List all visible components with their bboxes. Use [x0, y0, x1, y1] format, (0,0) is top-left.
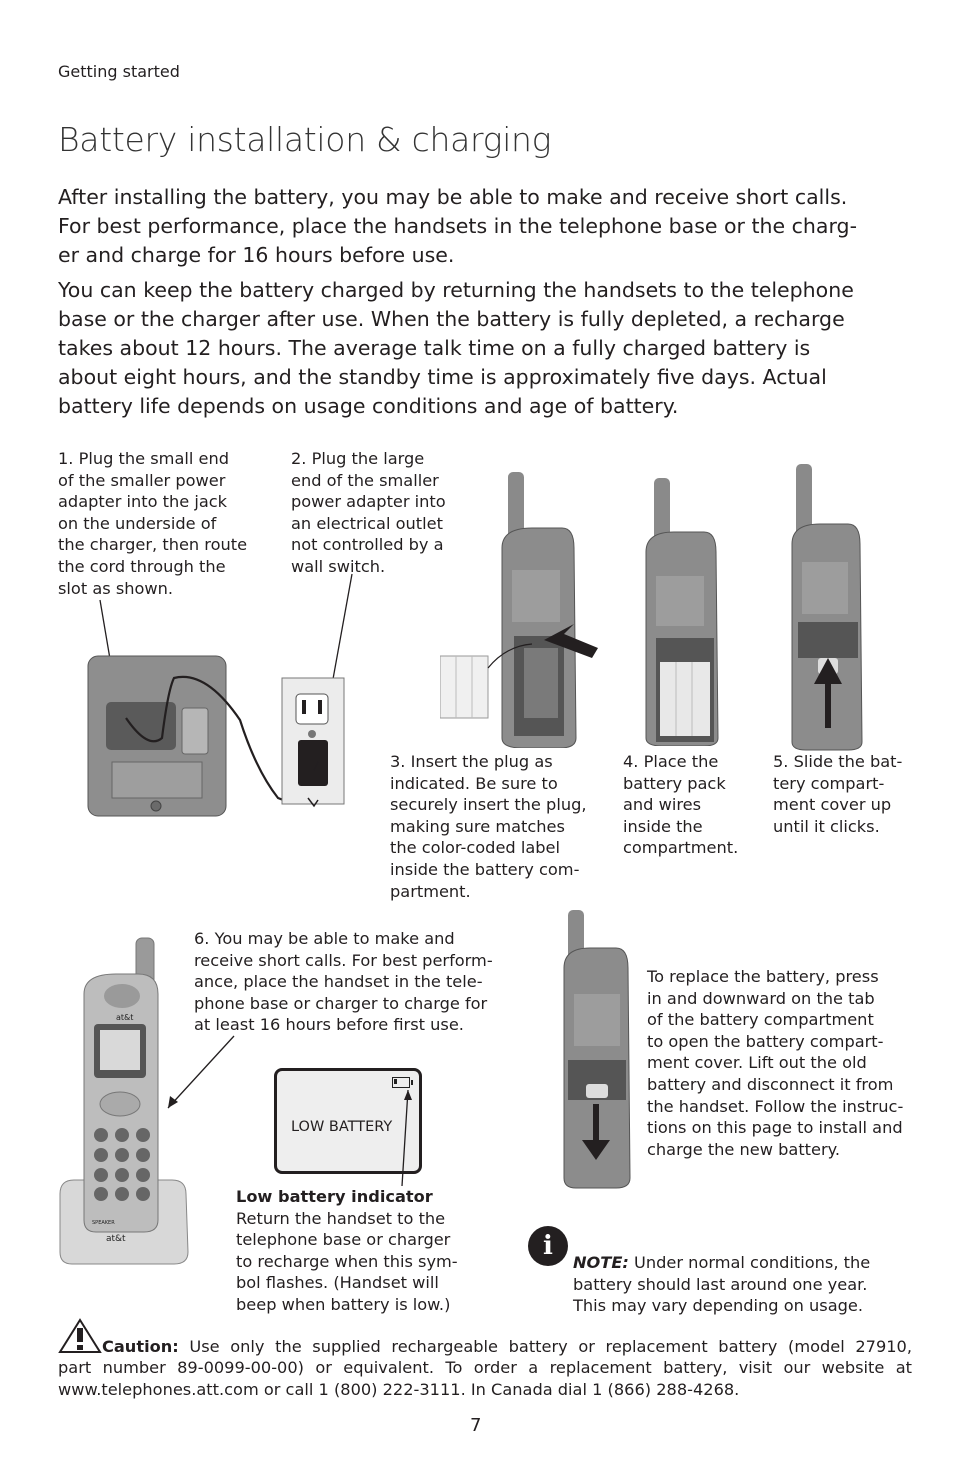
- text-line: compartment.: [623, 838, 739, 858]
- text-line: the cord through the: [58, 556, 226, 576]
- text-line: end of the smaller: [291, 470, 439, 490]
- intro-paragraph-2: [58, 276, 918, 421]
- text-line: the handset. Follow the instruc-: [647, 1096, 904, 1116]
- text-line: bol flashes. (Handset will: [236, 1273, 439, 1293]
- handset-insert-plug-illustration: [440, 468, 604, 748]
- text-line: 4. Place the: [623, 752, 719, 771]
- handset-place-battery-illustration: [640, 476, 740, 746]
- step-3-text: [390, 751, 587, 902]
- text-line: 6. You may be able to make and: [194, 929, 455, 948]
- text-line: Return the handset to the: [236, 1208, 446, 1228]
- low-battery-heading: Low battery indicator: [236, 1187, 433, 1206]
- text-line: power adapter into: [291, 492, 446, 512]
- text-line: inside the battery com-: [390, 859, 580, 879]
- note-text: [573, 1252, 870, 1317]
- text-line: at least 16 hours before first use.: [194, 1015, 464, 1035]
- page-title: Battery installation & charging: [58, 120, 552, 159]
- text-line: 2. Plug the large: [291, 449, 425, 468]
- charger-outlet-illustration: [56, 570, 356, 830]
- text-line: er and charge for 16 hours before use.: [58, 243, 455, 267]
- handset-slide-cover-illustration: [790, 462, 880, 752]
- text-line: adapter into the jack: [58, 492, 228, 512]
- text-line: battery life depends on usage conditions and age of battery.: [58, 394, 679, 418]
- text-line: ance, place the handset in the tele-: [194, 972, 483, 992]
- text-line: Under normal conditions, the: [628, 1253, 871, 1272]
- replace-battery-text: [647, 966, 911, 1160]
- section-header: Getting started: [58, 62, 180, 81]
- text-line: 1. Plug the small end: [58, 449, 229, 468]
- handset-remove-cover-illustration: [560, 908, 640, 1190]
- text-line: the color-coded label: [390, 838, 560, 858]
- text-line: tions on this page to install and: [647, 1118, 903, 1138]
- caution-label: Caution:: [102, 1337, 179, 1356]
- text-line: making sure matches: [390, 816, 565, 836]
- text-line: in and downward on the tab: [647, 988, 875, 1008]
- text-line: slot as shown.: [58, 578, 174, 598]
- step-2-text: [291, 448, 446, 578]
- text-line: an electrical outlet: [291, 513, 443, 533]
- text-line: the charger, then route: [58, 535, 248, 555]
- text-line: To replace the battery, press: [647, 967, 879, 986]
- text-line: of the smaller power: [58, 470, 226, 490]
- text-line: After installing the battery, you may be able to make and receive short calls.: [58, 185, 848, 209]
- text-line: Use only the supplied rechargeable battery or replacement battery (model 27910,: [178, 1337, 912, 1356]
- text-line: until it clicks.: [773, 816, 880, 836]
- text-line: 3. Insert the plug as: [390, 752, 553, 771]
- text-line: of the battery compartment: [647, 1010, 874, 1030]
- low-battery-pointer-line: [390, 1086, 414, 1188]
- caution-line-3: www.telephones.att.com or call 1 (800) 222-3111. In Canada dial 1 (866) 288-4268.: [58, 1380, 740, 1399]
- low-battery-caption: [236, 1186, 458, 1316]
- text-line: wall switch.: [291, 556, 386, 576]
- text-line: ment cover. Lift out the old: [647, 1053, 867, 1073]
- text-line: battery pack: [623, 773, 726, 793]
- text-line: base or the charger after use. When the battery is fully depleted, a recharge: [58, 307, 845, 331]
- base-brand-label: at&t: [106, 1234, 126, 1244]
- text-line: charge the new battery.: [647, 1139, 841, 1159]
- text-line: telephone base or charger: [236, 1230, 451, 1250]
- text-line: not controlled by a: [291, 535, 444, 555]
- text-line: 5. Slide the bat-: [773, 752, 903, 771]
- text-line: indicated. Be sure to: [390, 773, 558, 793]
- text-line: takes about 12 hours. The average talk time on a fully charged battery is: [58, 336, 811, 360]
- text-line: receive short calls. For best perform-: [194, 950, 493, 970]
- step-5-text: [773, 751, 902, 837]
- text-line: This may vary depending on usage.: [573, 1296, 863, 1316]
- text-line: inside the: [623, 816, 703, 836]
- text-line: ment cover up: [773, 795, 892, 815]
- text-line: For best performance, place the handsets in the telephone base or the charg-: [58, 214, 857, 238]
- caution-line-2: part number 89-0099-00-00) or equivalent. To order a replacement battery, visit our website at: [58, 1358, 912, 1377]
- text-line: battery should last around one year.: [573, 1274, 868, 1294]
- text-line: battery and disconnect it from: [647, 1074, 894, 1094]
- low-battery-screen-text: LOW BATTERY: [291, 1119, 393, 1135]
- text-line: tery compart-: [773, 773, 885, 793]
- handset-in-charger-illustration: [56, 936, 246, 1276]
- text-line: and wires: [623, 795, 702, 815]
- text-line: about eight hours, and the standby time is approximately five days. Actual: [58, 365, 827, 389]
- text-line: securely insert the plug,: [390, 795, 587, 815]
- text-line: phone base or charger to charge for: [194, 993, 488, 1013]
- note-label: NOTE:: [573, 1253, 629, 1272]
- speaker-label: SPEAKER: [92, 1220, 115, 1226]
- caution-line-1: [58, 1336, 912, 1358]
- text-line: on the underside of: [58, 513, 217, 533]
- text-line: to open the battery compart-: [647, 1031, 884, 1051]
- brand-label: at&t: [116, 1013, 134, 1022]
- text-line: beep when battery is low.): [236, 1294, 451, 1314]
- info-icon: i: [528, 1226, 568, 1266]
- step-4-text: [623, 751, 738, 859]
- page-number: 7: [470, 1415, 482, 1436]
- text-line: partment.: [390, 881, 471, 901]
- intro-paragraph-1: [58, 183, 918, 270]
- text-line: to recharge when this sym-: [236, 1251, 458, 1271]
- text-line: You can keep the battery charged by returning the handsets to the telephone: [58, 278, 854, 302]
